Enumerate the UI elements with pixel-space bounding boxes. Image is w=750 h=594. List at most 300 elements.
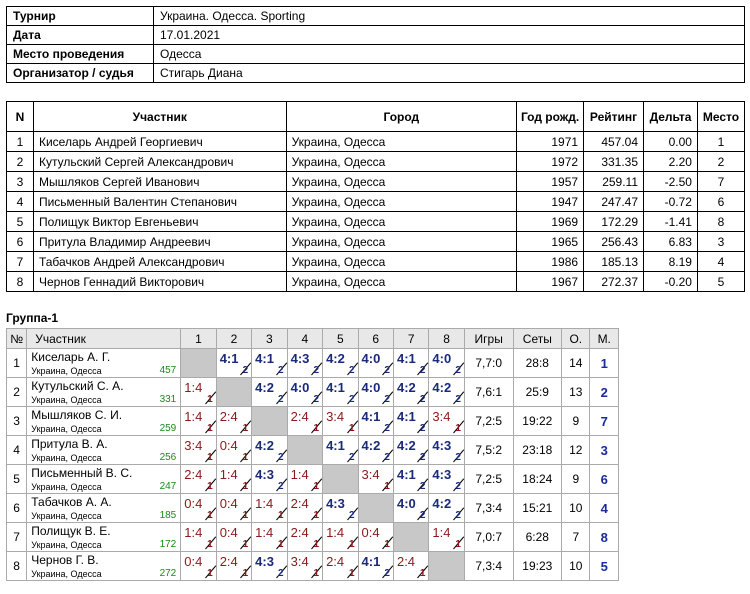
match-points: 2 [348,510,355,521]
match-score: 3:4 [184,438,203,453]
crosstable-header-cell: 2 [216,329,251,349]
participant-cell: 457.04 [584,132,644,152]
participant-cell: 6.83 [644,232,698,252]
match-score: 4:2 [255,380,274,395]
match-result-cell [252,552,287,581]
sets-cell: 15:21 [513,494,562,523]
points-cell: 12 [562,436,590,465]
games-cell: 7,3:4 [464,552,513,581]
crosstable-header-cell: 6 [358,329,393,349]
participant-cell: 6 [697,192,744,212]
sets-cell: 18:24 [513,465,562,494]
points-cell: 9 [562,407,590,436]
match-result-cell [323,494,358,523]
match-result-cell [393,552,428,581]
match-result-cell [252,349,287,378]
match-points: 2 [455,452,461,463]
player-number: 3 [7,407,27,436]
participant-cell: Киселарь Андрей Георгиевич [33,132,286,152]
match-result-cell [287,407,322,436]
crosstable-header-cell: 7 [393,329,428,349]
participant-cell: Украина, Одесса [286,172,517,192]
crosstable-header-cell: 1 [181,329,216,349]
match-points: 1 [348,568,355,579]
crosstable-header-cell: Сеты [513,329,562,349]
participant-cell: 331.35 [584,152,644,172]
player-city: Украина, Одесса [31,424,102,434]
match-result-cell [216,436,251,465]
match-score: 3:4 [361,467,380,482]
match-score: 1:4 [184,409,203,424]
match-points: 1 [207,481,213,492]
match-result-cell [181,378,216,407]
match-result-cell [358,407,393,436]
participant-cell: Притула Владимир Андреевич [33,232,286,252]
match-points: 2 [419,423,426,434]
match-score: 2:4 [219,409,238,424]
participant-cell: Украина, Одесса [286,232,517,252]
player-name: Притула В. А. [31,437,108,451]
info-label: Дата [7,26,154,45]
match-result-cell [216,407,251,436]
match-result-cell [287,465,322,494]
player-cell [27,378,181,407]
match-points: 1 [455,539,461,550]
match-score: 0:4 [361,525,380,540]
participant-cell: 0.00 [644,132,698,152]
match-points: 1 [313,568,320,579]
match-points: 2 [419,452,426,463]
participant-cell: Полищук Виктор Евгеньевич [33,212,286,232]
match-score: 4:2 [361,438,381,453]
games-cell: 7,2:5 [464,407,513,436]
match-score: 1:4 [290,467,309,482]
player-name: Киселарь А. Г. [31,350,111,364]
match-score: 4:0 [361,351,381,366]
participant-cell: 1957 [517,172,584,192]
match-points: 1 [242,481,249,492]
match-score: 4:0 [361,380,381,395]
player-rating: 185 [159,510,177,521]
match-score: 4:3 [255,467,274,482]
match-score: 4:0 [396,496,416,511]
participants-table [6,101,745,292]
participant-cell: 5 [7,212,34,232]
match-score: 4:1 [361,554,381,569]
sets-cell: 23:18 [513,436,562,465]
match-score: 4:1 [396,351,416,366]
crosstable-header-cell: Участник [27,329,181,349]
match-result-cell [358,552,393,581]
sets-cell: 6:28 [513,523,562,552]
match-score: 4:3 [432,438,452,453]
match-points: 2 [278,568,284,579]
crosstable-row [7,436,619,465]
player-city: Украина, Одесса [31,453,102,463]
crosstable-body [7,349,619,581]
match-score: 4:3 [326,496,345,511]
place-cell: 5 [590,552,619,581]
participant-cell: -0.72 [644,192,698,212]
match-score: 4:1 [255,351,274,366]
player-cell [27,407,181,436]
match-score: 0:4 [184,496,203,511]
match-points: 1 [278,539,284,550]
match-score: 4:2 [326,351,345,366]
match-result-cell [393,407,428,436]
match-points: 1 [419,568,426,579]
participant-row [7,152,745,172]
match-result-cell [429,494,464,523]
match-points: 1 [242,539,249,550]
match-points: 1 [207,539,213,550]
games-cell: 7,7:0 [464,349,513,378]
match-score: 1:4 [184,380,203,395]
crosstable [6,328,619,581]
participant-cell: 1971 [517,132,584,152]
match-points: 1 [207,510,213,521]
player-city: Украина, Одесса [31,366,102,376]
match-points: 2 [384,452,390,463]
match-points: 2 [455,394,461,405]
participant-cell: 2.20 [644,152,698,172]
participant-cell: 4 [697,252,744,272]
match-points: 2 [313,394,320,405]
match-result-cell [216,523,251,552]
player-rating: 259 [159,423,177,434]
match-points: 1 [207,568,213,579]
participant-cell: 8 [7,272,34,292]
participant-cell: 1969 [517,212,584,232]
player-number: 4 [7,436,27,465]
participant-cell: 172.29 [584,212,644,232]
participant-cell: 7 [7,252,34,272]
match-score: 3:4 [326,409,345,424]
sets-cell: 19:22 [513,407,562,436]
crosstable-header-row [7,329,619,349]
participant-cell: Украина, Одесса [286,192,517,212]
player-name: Табачков А. А. [31,495,112,509]
participant-cell: 247.47 [584,192,644,212]
match-score: 4:1 [326,380,345,395]
match-result-cell [429,378,464,407]
player-city: Украина, Одесса [31,511,102,521]
player-number: 6 [7,494,27,523]
participant-cell: -2.50 [644,172,698,192]
participants-header-cell: Год рожд. [517,102,584,132]
match-points: 1 [348,423,355,434]
match-points: 2 [242,365,249,376]
crosstable-header-cell: 5 [323,329,358,349]
participant-cell: Чернов Геннадий Викторович [33,272,286,292]
participant-cell: 7 [697,172,744,192]
match-score: 0:4 [184,554,203,569]
player-number: 5 [7,465,27,494]
participant-cell: 1 [7,132,34,152]
participant-row [7,212,745,232]
participant-cell: 1986 [517,252,584,272]
player-city: Украина, Одесса [31,482,102,492]
match-points: 2 [384,423,390,434]
match-points: 2 [348,394,355,405]
match-score: 4:2 [255,438,274,453]
player-cell [27,465,181,494]
points-cell: 14 [562,349,590,378]
crosstable-row [7,349,619,378]
match-result-cell [429,465,464,494]
diagonal-cell [393,523,428,552]
points-cell: 9 [562,465,590,494]
diagonal-cell [216,378,251,407]
match-score: 4:1 [396,409,416,424]
match-points: 1 [348,539,355,550]
diagonal-cell [323,465,358,494]
info-row [7,7,745,26]
group-title: Группа-1 [6,311,59,325]
place-cell: 2 [590,378,619,407]
info-label: Место проведения [7,45,154,64]
participants-header-row [7,102,745,132]
match-result-cell [323,552,358,581]
match-points: 2 [419,481,426,492]
player-number: 2 [7,378,27,407]
match-result-cell [252,436,287,465]
match-points: 2 [419,365,426,376]
match-result-cell [393,349,428,378]
player-cell [27,552,181,581]
match-points: 1 [313,481,320,492]
match-score: 4:0 [290,380,310,395]
participants-header-cell: Город [286,102,517,132]
info-row [7,26,745,45]
match-score: 1:4 [326,525,345,540]
match-result-cell [358,378,393,407]
crosstable-header-cell: № [7,329,27,349]
match-score: 4:2 [396,438,416,453]
participant-cell: 8 [697,212,744,232]
match-result-cell [429,436,464,465]
match-result-cell [429,407,464,436]
match-points: 1 [313,510,320,521]
participant-cell: Мышляков Сергей Иванович [33,172,286,192]
match-points: 1 [313,423,320,434]
participant-cell: Кутульский Сергей Александрович [33,152,286,172]
participant-cell: 6 [7,232,34,252]
match-points: 2 [419,510,426,521]
participant-row [7,252,745,272]
participant-cell: -1.41 [644,212,698,232]
participant-row [7,132,745,152]
participant-cell: Украина, Одесса [286,252,517,272]
match-result-cell [216,494,251,523]
match-result-cell [216,349,251,378]
match-score: 2:4 [219,554,238,569]
participant-row [7,172,745,192]
match-score: 0:4 [219,496,238,511]
crosstable-header-cell: 3 [252,329,287,349]
participant-cell: Украина, Одесса [286,272,517,292]
player-name: Кутульский С. А. [31,379,124,393]
info-label: Турнир [7,7,154,26]
match-result-cell [287,494,322,523]
participant-cell: 1967 [517,272,584,292]
match-score: 2:4 [290,525,309,540]
match-points: 1 [278,510,284,521]
crosstable-header-cell: 4 [287,329,322,349]
participants-header-cell: Дельта [644,102,698,132]
participant-cell: 5 [697,272,744,292]
match-points: 2 [455,510,461,521]
player-cell [27,349,181,378]
match-result-cell [393,436,428,465]
match-points: 1 [242,452,249,463]
sets-cell: 19:23 [513,552,562,581]
match-result-cell [393,465,428,494]
crosstable-header-cell: О. [562,329,590,349]
match-score: 4:3 [255,554,274,569]
player-city: Украина, Одесса [31,569,102,579]
match-points: 2 [384,568,390,579]
match-score: 4:0 [432,351,452,366]
match-score: 4:1 [396,467,416,482]
match-result-cell [252,494,287,523]
match-result-cell [429,523,464,552]
diagonal-cell [287,436,322,465]
games-cell: 7,5:2 [464,436,513,465]
points-cell: 10 [562,494,590,523]
place-cell: 1 [590,349,619,378]
match-points: 1 [384,539,390,550]
participant-cell: Украина, Одесса [286,212,517,232]
participant-cell: 1972 [517,152,584,172]
match-result-cell [358,436,393,465]
player-name: Письменный В. С. [31,466,133,480]
match-score: 0:4 [219,525,238,540]
tournament-info-body [7,7,745,83]
match-result-cell [287,378,322,407]
participant-cell: 259.11 [584,172,644,192]
match-result-cell [358,349,393,378]
match-score: 3:4 [432,409,451,424]
match-result-cell [358,465,393,494]
match-result-cell [252,523,287,552]
match-points: 2 [455,365,461,376]
match-score: 1:4 [219,467,238,482]
match-result-cell [181,436,216,465]
match-result-cell [429,349,464,378]
info-value: Украина. Одесса. Sporting [154,7,745,26]
player-cell [27,523,181,552]
match-score: 4:2 [432,380,452,395]
player-cell [27,436,181,465]
match-points: 1 [242,423,249,434]
player-cell [27,494,181,523]
match-score: 4:3 [290,351,310,366]
match-points: 2 [278,481,284,492]
match-score: 2:4 [396,554,416,569]
participant-cell: Украина, Одесса [286,152,517,172]
match-result-cell [216,552,251,581]
match-result-cell [323,378,358,407]
match-result-cell [216,465,251,494]
info-value: 17.01.2021 [154,26,745,45]
match-result-cell [252,465,287,494]
participant-cell: 2 [697,152,744,172]
player-city: Украина, Одесса [31,540,102,550]
match-score: 2:4 [290,496,309,511]
match-score: 1:4 [432,525,451,540]
participants-body [7,132,745,292]
participant-cell: 3 [7,172,34,192]
participant-row [7,192,745,212]
match-score: 4:1 [326,438,345,453]
match-points: 2 [348,452,355,463]
points-cell: 10 [562,552,590,581]
participant-cell: 2 [7,152,34,172]
diagonal-cell [252,407,287,436]
match-points: 1 [384,481,390,492]
participant-cell: -0.20 [644,272,698,292]
player-rating: 247 [159,481,177,492]
info-row [7,64,745,83]
match-result-cell [252,378,287,407]
match-result-cell [393,378,428,407]
participant-cell: 3 [697,232,744,252]
games-cell: 7,3:4 [464,494,513,523]
participant-cell: 1 [697,132,744,152]
player-name: Полищук В. Е. [31,524,111,538]
match-points: 2 [384,365,390,376]
player-number: 7 [7,523,27,552]
participant-cell: Украина, Одесса [286,132,517,152]
points-cell: 13 [562,378,590,407]
player-number: 8 [7,552,27,581]
player-rating: 457 [159,365,177,376]
crosstable-row [7,378,619,407]
participants-header-cell: Место [697,102,744,132]
participant-cell: 4 [7,192,34,212]
player-number: 1 [7,349,27,378]
place-cell: 6 [590,465,619,494]
participant-row [7,232,745,252]
match-result-cell [358,523,393,552]
match-points: 1 [207,423,213,434]
match-points: 2 [278,452,284,463]
crosstable-header-cell: 8 [429,329,464,349]
player-rating: 256 [159,452,177,463]
match-points: 2 [384,394,390,405]
match-result-cell [323,407,358,436]
diagonal-cell [429,552,464,581]
crosstable-row [7,552,619,581]
player-rating: 172 [159,539,177,550]
match-points: 2 [313,365,320,376]
match-score: 4:2 [432,496,452,511]
info-label: Организатор / судья [7,64,154,83]
place-cell: 7 [590,407,619,436]
participants-header-cell: N [7,102,34,132]
participant-row [7,272,745,292]
match-score: 4:1 [361,409,381,424]
participant-cell: 8.19 [644,252,698,272]
match-points: 2 [278,365,284,376]
place-cell: 3 [590,436,619,465]
match-score: 1:4 [255,496,274,511]
match-points: 1 [207,452,213,463]
match-result-cell [393,494,428,523]
match-result-cell [287,349,322,378]
info-value: Одесса [154,45,745,64]
